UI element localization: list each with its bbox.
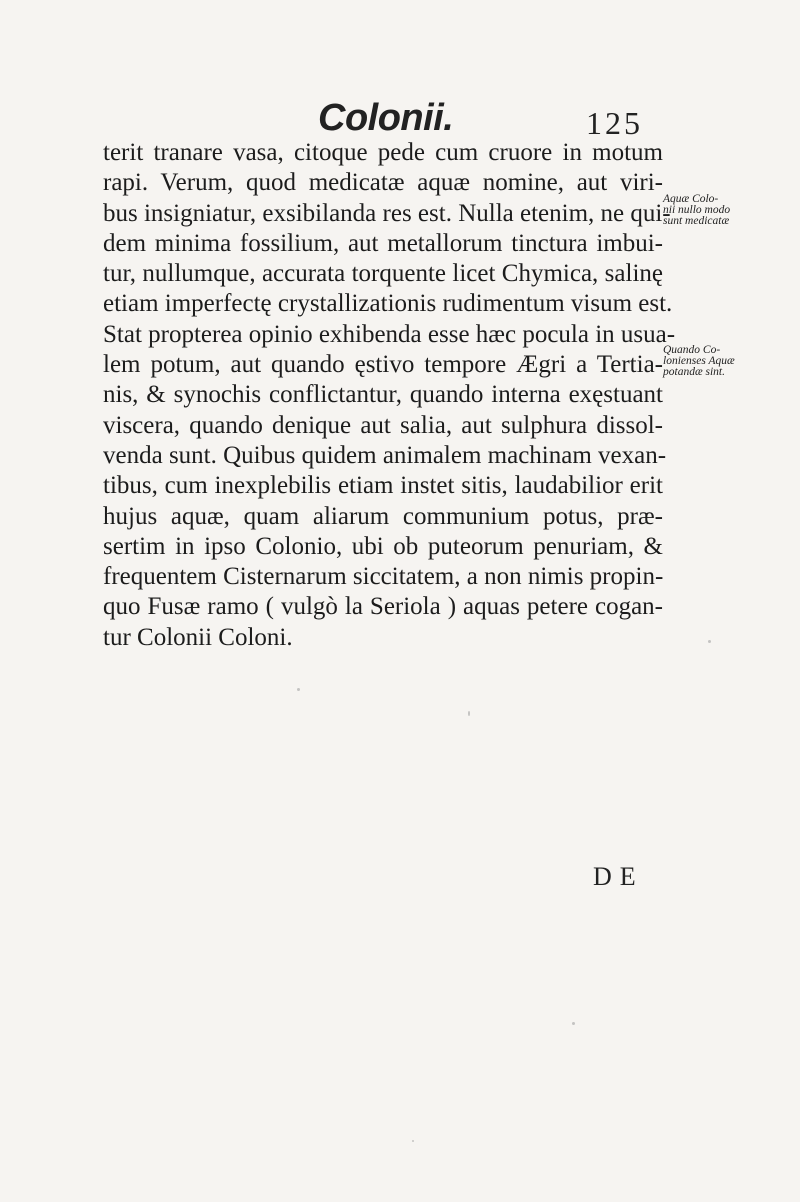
text-line: nis, & synochis conflictantur, quando interna exęstuant bbox=[103, 381, 663, 409]
paper-speck bbox=[297, 688, 300, 691]
main-text-block bbox=[103, 138, 676, 653]
text-line: venda sunt. Quibus quidem animalem machinam vexan- bbox=[103, 441, 667, 469]
text-line: lem potum, aut quando ęstivo tempore Ægri a Tertia- bbox=[103, 351, 663, 379]
text-line: tibus, cum inexplebilis etiam instet sitis, laudabilior erit bbox=[103, 472, 663, 500]
marginal-note bbox=[663, 345, 735, 378]
text-line: bus insigniatur, exsibilanda res est. Nulla etenim, ne qui- bbox=[103, 199, 671, 227]
text-line: etiam imperfectę crystallizationis rudimentum visum est. bbox=[103, 290, 673, 318]
text-line: rapi. Verum, quod medicatæ aquæ nomine, aut viri- bbox=[103, 169, 663, 197]
paper-speck bbox=[708, 640, 711, 643]
paper-speck bbox=[572, 1022, 575, 1025]
text-line: quo Fusæ ramo ( vulgò la Seriola ) aquas petere cogan- bbox=[103, 593, 663, 621]
catchword: DE bbox=[593, 862, 644, 891]
text-line: Stat propterea opinio exhibenda esse hæc pocula in usua- bbox=[103, 320, 676, 348]
marginal-note-line: sunt medicatæ bbox=[663, 215, 730, 227]
running-title: Colonii. bbox=[318, 97, 454, 139]
paper-speck bbox=[468, 711, 470, 716]
marginal-note-line: lonienses Aquæ bbox=[663, 355, 735, 367]
text-line: hujus aquæ, quam aliarum communium potus, præ- bbox=[103, 502, 663, 530]
marginal-note bbox=[663, 194, 730, 227]
text-line: viscera, quando denique aut salia, aut sulphura dissol- bbox=[103, 411, 663, 439]
marginal-note-line: Aquæ Colo- bbox=[663, 193, 719, 205]
text-line: terit tranare vasa, citoque pede cum cruore in motum bbox=[103, 139, 663, 166]
marginal-note-line: nii nullo modo bbox=[663, 204, 731, 216]
text-line: dem minima fossilium, aut metallorum tinctura imbui- bbox=[103, 229, 663, 257]
text-line: tur Colonii Coloni. bbox=[103, 623, 293, 651]
text-line: sertim in ipso Colonio, ubi ob puteorum penuriam, & bbox=[103, 532, 663, 560]
text-line: frequentem Cisternarum siccitatem, a non nimis propin- bbox=[103, 563, 664, 591]
paper-speck bbox=[412, 1140, 414, 1142]
text-line: tur, nullumque, accurata torquente licet Chymica, salinę bbox=[103, 260, 663, 288]
page-number: 125 bbox=[586, 105, 643, 141]
marginal-note-line: Quando Co- bbox=[663, 344, 721, 356]
marginal-note-line: potandæ sint. bbox=[663, 366, 725, 378]
